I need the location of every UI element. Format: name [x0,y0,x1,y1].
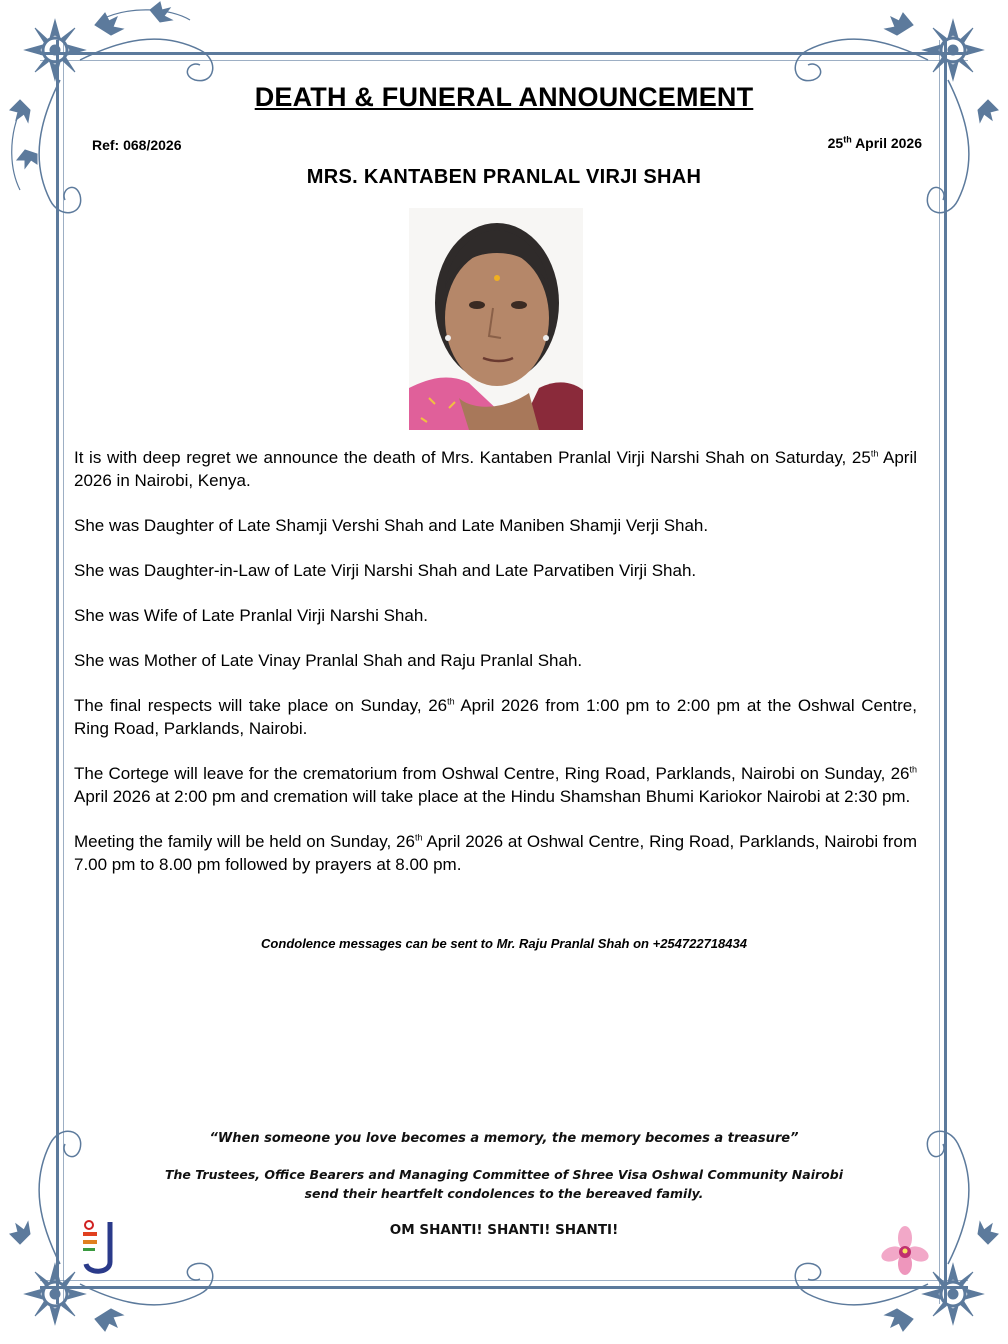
announcement-body [74,446,917,898]
deceased-name: MRS. KANTABEN PRANLAL VIRJI SHAH [306,166,702,188]
om-shanti: OM SHANTI! SHANTI! SHANTI! [389,1222,619,1238]
portrait-photo [409,208,583,430]
trustees-line-1: The Trustees, Office Bearers and Managing Committee of Shree Visa Oshwal Community Nairobi [165,1167,843,1182]
date-suffix: th [843,134,852,145]
floral-corner-ornament-top-right [768,0,1008,240]
paragraph-in-laws: She was Daughter-in-Law of Late Virji Narshi Shah and Late Parvatiben Virji Shah. [74,561,697,580]
trustees-line-2: send their heartfelt condolences to the bereaved family. [304,1186,704,1201]
paragraph-cortege: The Cortege will leave for the crematorium from Oshwal Centre, Ring Road, Parklands, Nairobi on Sunday, 26th April 2026 at 2:00 pm and cremation will take place at the Hindu Shamshan Bhumi Kariokor Nairobi at 2:30 pm. [74,764,917,806]
paragraph-death-notice: It is with deep regret we announce the death of Mrs. Kantaben Pranlal Virji Narshi Shah on Saturday, 25th April 2026 in Nairobi, Kenya. [74,448,918,490]
reference-number: Ref: 068/2026 [92,137,182,153]
floral-corner-ornament-top-left [0,0,240,240]
announcement-title: DEATH & FUNERAL ANNOUNCEMENT [254,82,754,112]
paragraph-family-meeting: Meeting the family will be held on Sunday, 26th April 2026 at Oshwal Centre, Ring Road, Parklands, Nairobi from 7.00 pm to 8.00 pm followed by prayers at 8.00 pm. [74,832,917,874]
paragraph-spouse: She was Wife of Late Pranlal Virji Narshi Shah. [74,606,429,625]
announcement-date [828,135,922,151]
paragraph-children: She was Mother of Late Vinay Pranlal Shah and Raju Pranlal Shah. [74,651,583,670]
memorial-quote: “When someone you love becomes a memory, the memory becomes a treasure” [209,1131,799,1146]
orchid-flower-icon [880,1226,930,1276]
condolence-contact: Condolence messages can be sent to Mr. Raju Pranlal Shah on +254722718434 [261,936,747,951]
trustees-condolence [0,1165,1008,1203]
date-day: 25 [827,135,844,151]
paragraph-final-respects: The final respects will take place on Sunday, 26th April 2026 from 1:00 pm to 2:00 pm at the Oshwal Centre, Ring Road, Parklands, Nairobi. [74,696,917,738]
paragraph-parents: She was Daughter of Late Shamji Vershi Shah and Late Maniben Shamji Verji Shah. [74,516,709,535]
date-rest: April 2026 [851,135,922,151]
community-logo-icon [80,1218,120,1276]
